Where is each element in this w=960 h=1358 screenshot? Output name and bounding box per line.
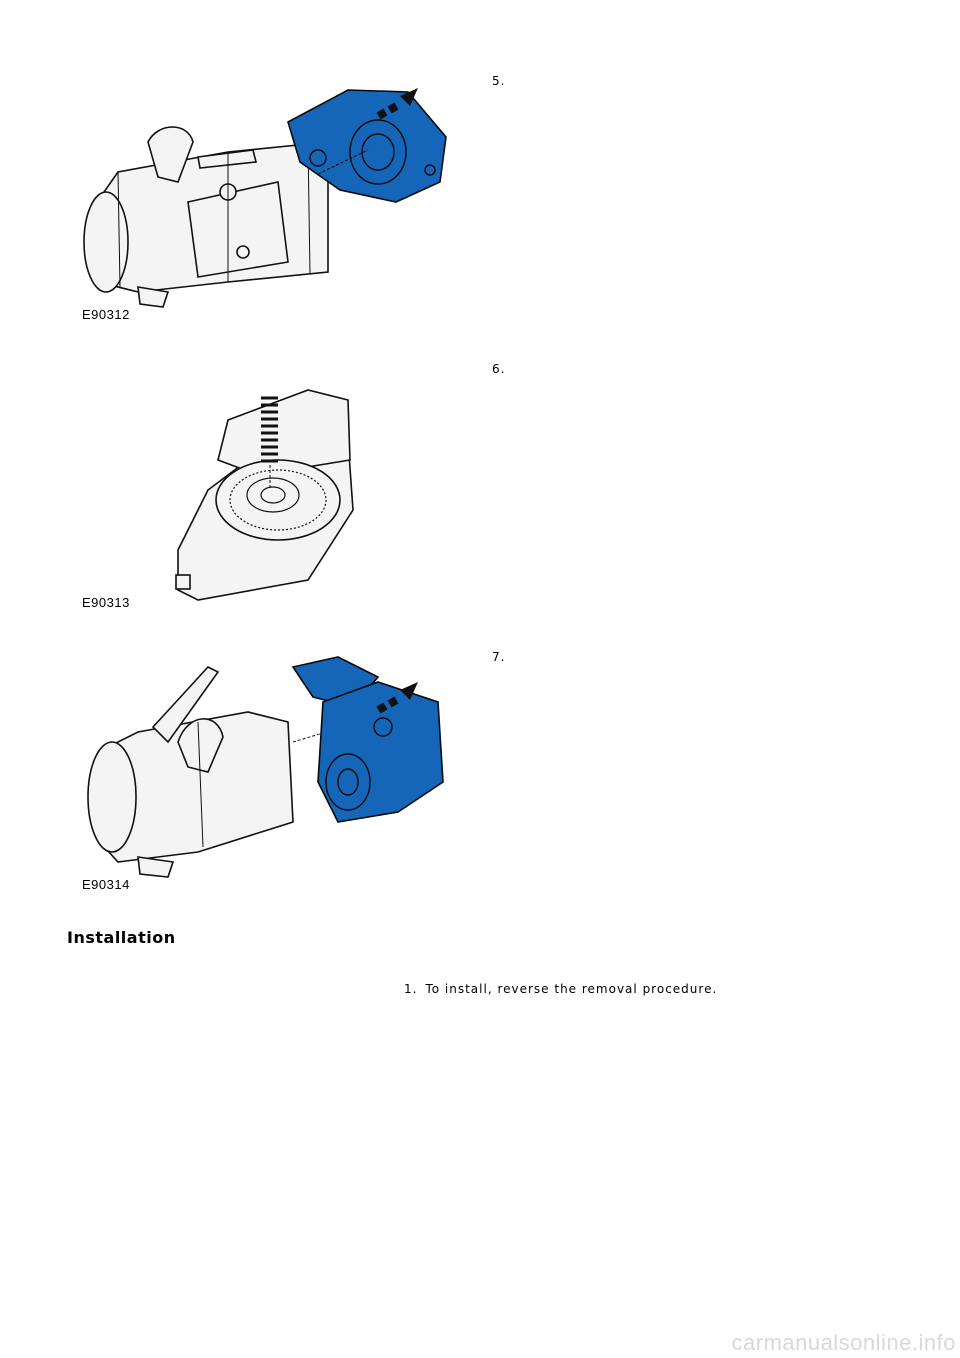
spring-removal-illustration: [78, 350, 458, 610]
step-number: 5.: [492, 74, 506, 88]
step-text: To install, reverse the removal procedure.: [425, 982, 718, 996]
step-number: 7.: [492, 650, 506, 664]
section-heading-installation: Installation: [67, 928, 176, 947]
pump-removal-illustration: [78, 62, 458, 322]
step-number: 1.: [404, 982, 418, 996]
figure-step-7: [78, 632, 458, 892]
step-number: 6.: [492, 362, 506, 376]
figure-code: E90314: [82, 877, 130, 892]
figure-code: E90313: [82, 595, 130, 610]
watermark: carmanualsonline.info: [731, 1330, 956, 1355]
figure-code: E90312: [82, 307, 130, 322]
figure-step-5: [78, 62, 458, 322]
pump-installation-illustration: [78, 632, 458, 892]
installation-step: [404, 982, 717, 996]
figure-step-6: [78, 350, 458, 610]
